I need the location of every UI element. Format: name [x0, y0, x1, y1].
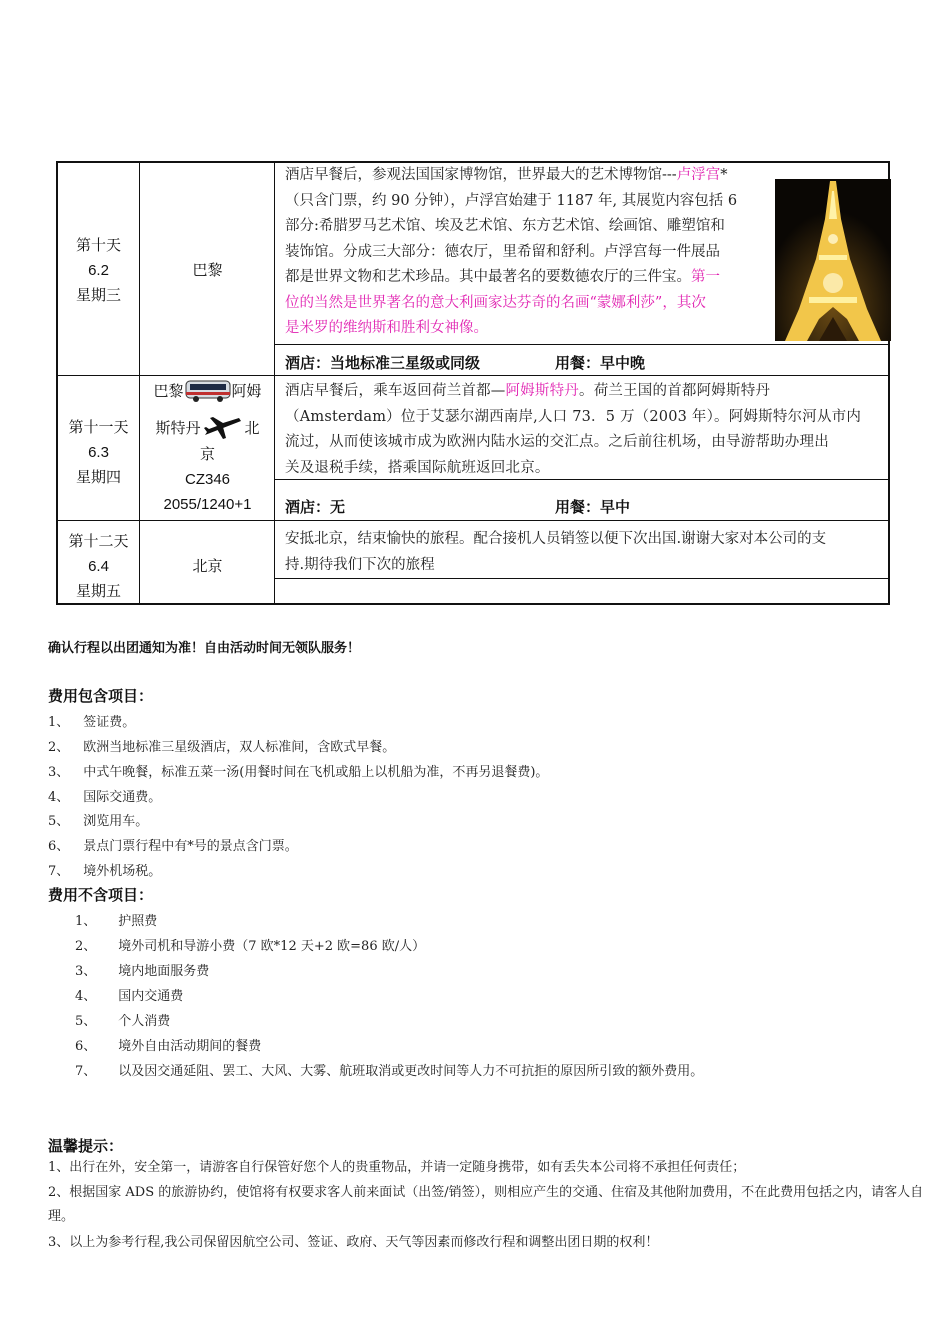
hotel-info: 酒店：当地标准三星级或同级 — [285, 355, 481, 372]
day-label: 第十天 — [75, 237, 121, 254]
itinerary-table — [56, 161, 890, 605]
list-item: 3、 境内地面服务费 — [75, 964, 210, 979]
meal-info: 用餐：早中晚 — [555, 355, 646, 372]
day-date: 6.2 — [88, 262, 109, 279]
list-item: 6、 境外自由活动期间的餐费 — [75, 1039, 262, 1054]
day-description: 安抵北京，结束愉快的旅程。配合接机人员销签以便下次出国.谢谢大家对本公司的支 持.期待我们下次的旅程 — [285, 531, 827, 573]
day-weekday: 星期三 — [75, 287, 121, 304]
bus-icon — [185, 378, 231, 404]
meal-info: 用餐：早中 — [555, 499, 631, 516]
day-description: 酒店早餐后，参观法国国家博物馆，世界最大的艺术博物馆---卢浮宫* （只含门票，约 90 分钟），卢浮宫始建于 1187 年, 其展览内容包括 6 部分:希腊罗马艺术馆、埃及艺术馆、东方艺术馆、绘画馆、雕塑馆和 装饰馆。分成三大部分：德农厅，里希留和舒利。卢浮宫每一件展品 都是世界文物和艺术珍品。其中最著名的要数德农厅的三件宝。第一 位的当然是世界著名的意大利画家达芬奇的名画“蒙娜利莎”，其次 是米罗的维纳斯和胜利女神像。 — [285, 167, 738, 336]
airplane-icon — [203, 415, 243, 441]
day-cell — [58, 415, 139, 490]
list-item: 1、 护照费 — [75, 914, 158, 929]
day-date: 6.4 — [88, 558, 109, 575]
list-item: 6、 景点门票行程中有*号的景点含门票。 — [48, 839, 298, 854]
list-item: 4、 国内交通费 — [75, 989, 184, 1004]
row-divider — [275, 578, 888, 579]
hotel-info: 酒店：无 — [285, 499, 346, 516]
list-item: 5、 浏览用车。 — [48, 814, 149, 829]
day-label: 第十二天 — [68, 533, 129, 550]
list-item: 7、 以及因交通延阻、罢工、大风、大雾、航班取消或更改时间等人力不可抗拒的原因所引致的额外费用。 — [75, 1064, 704, 1079]
flight-time: 2055/1240+1 — [163, 496, 252, 513]
city-cell: 北京 — [192, 558, 223, 575]
flight-number: CZ346 — [184, 471, 231, 488]
row-divider — [275, 479, 888, 480]
day-cell — [58, 529, 139, 604]
confirm-note: 确认行程以出团通知为准！自由活动时间无领队服务！ — [48, 640, 361, 655]
included-title: 费用包含项目： — [48, 688, 154, 705]
day-weekday: 星期五 — [75, 583, 121, 600]
day-description: 酒店早餐后，乘车返回荷兰首都—阿姆斯特丹。荷兰王国的首都阿姆斯特丹 （Amsterdam）位于艾瑟尔湖西南岸,人口 73．5 万（2003 年）。阿姆斯特尔河从市内 流过，从而使该城市成为欧洲内陆水运的交汇点。之后前往机场，由导游帮助办理出 关及退税手续，搭乘国际航班返回北京。 — [285, 383, 862, 476]
list-item: 5、 个人消费 — [75, 1014, 171, 1029]
list-item: 2、 欧洲当地标准三星级酒店，双人标准间，含欧式早餐。 — [48, 740, 396, 755]
day-cell — [58, 233, 139, 308]
row-divider — [58, 520, 888, 521]
tip-item: 1、出行在外，安全第一，请游客自行保管好您个人的贵重物品，并请一定随身携带，如有丢失本公司将不承担任何责任； — [48, 1160, 746, 1175]
day-weekday: 星期四 — [75, 469, 121, 486]
tip-item: 2、根据国家 ADS 的旅游协约，使馆将有权要求客人前来面试（出签/销签），则相应产生的交通、住宿及其他附加费用，不在此费用包括之内，请客人自理。 — [48, 1185, 924, 1224]
route-city: 京 — [199, 446, 215, 463]
list-item: 2、 境外司机和导游小费（7 欧*12 天+2 欧=86 欧/人） — [75, 939, 426, 954]
list-item: 3、 中式午晚餐，标准五菜一汤(用餐时间在飞机或船上以机船为准，不再另退餐费)。 — [48, 765, 549, 780]
tips-title: 温馨提示： — [48, 1138, 124, 1155]
excluded-title: 费用不含项目： — [48, 887, 154, 904]
day-label: 第十一天 — [68, 419, 129, 436]
list-item: 7、 境外机场税。 — [48, 864, 162, 879]
eiffel-tower-photo — [775, 179, 891, 341]
route-cell: 巴黎 阿姆 斯特丹 北 京 CZ346 2055/1240+1 — [140, 376, 275, 517]
list-item: 4、 国际交通费。 — [48, 790, 162, 805]
row-divider — [275, 344, 888, 345]
list-item: 1、 签证费。 — [48, 715, 136, 730]
tip-item: 3、以上为参考行程,我公司保留因航空公司、签证、政府、天气等因素而修改行程和调整出团日期的权利！ — [48, 1235, 659, 1250]
day-date: 6.3 — [88, 444, 109, 461]
city-cell: 巴黎 — [192, 262, 223, 279]
